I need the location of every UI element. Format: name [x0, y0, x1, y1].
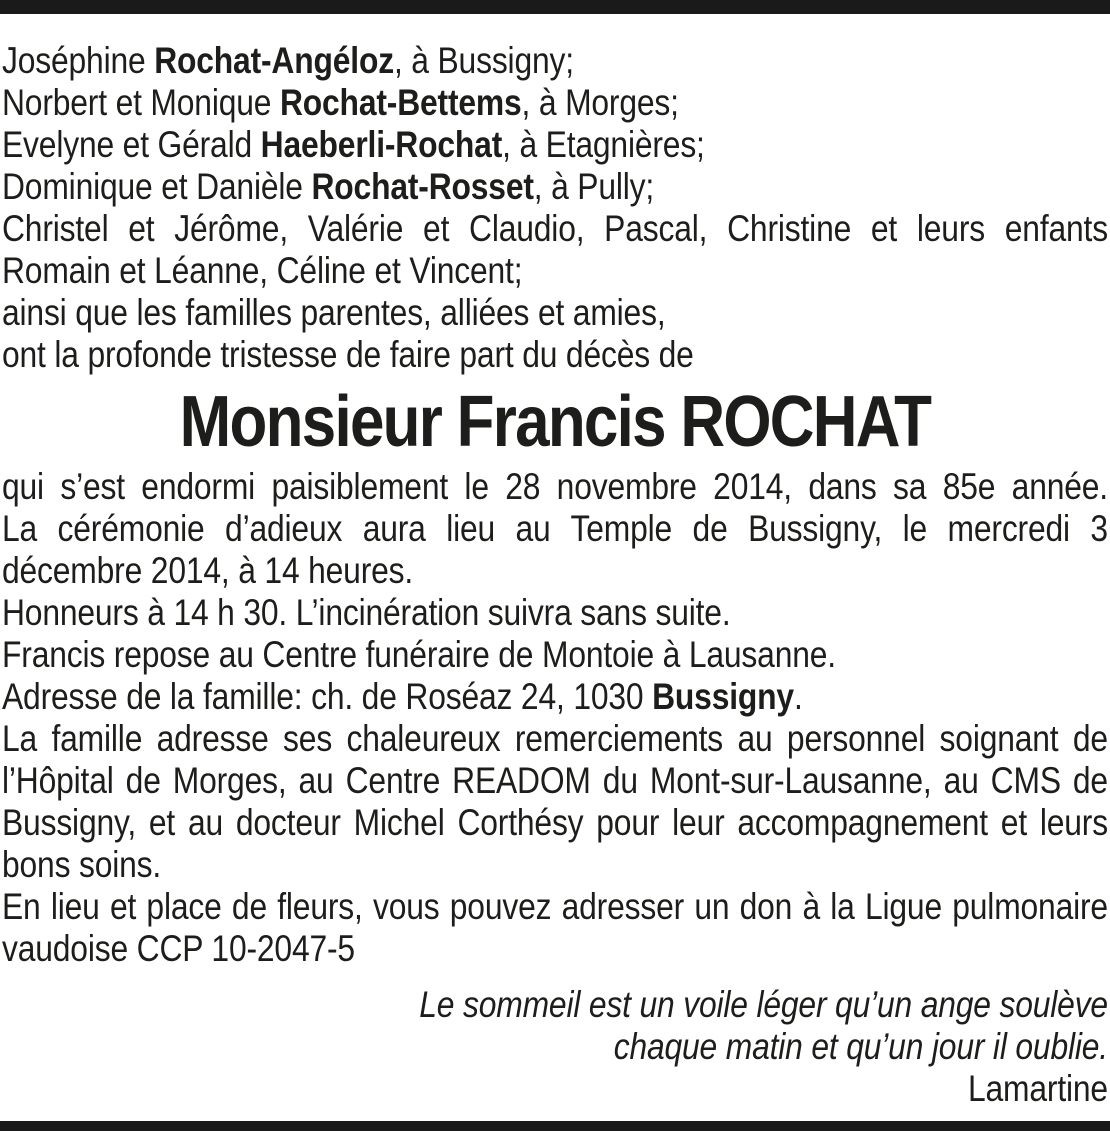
family-name-bold: Rochat-Angéloz: [154, 40, 394, 81]
family-line-6: [2, 292, 1108, 334]
memorial-quote: [2, 984, 1108, 1110]
notice-paragraph-1: [2, 466, 1108, 508]
family-line-text: Christel et Jérôme, Valérie et Claudio, Pascal, Christine et leurs enfants Romain et Léanne, Céline et Vincent;: [2, 208, 1108, 291]
family-line-text: Dominique et Danièle: [2, 166, 312, 207]
notice-text: .: [793, 676, 803, 717]
notice-text: Honneurs à 14 h 30. L’incinération suivra sans suite.: [2, 592, 731, 633]
top-rule: [0, 0, 1110, 14]
notice-paragraph-3: [2, 592, 1108, 634]
notice-text: Francis repose au Centre funéraire de Montoie à Lausanne.: [2, 634, 836, 675]
quote-line-2: chaque matin et qu’un jour il oublie.: [613, 1026, 1108, 1067]
quote-attribution: Lamartine: [968, 1068, 1108, 1109]
family-line-1: [2, 40, 1108, 82]
notice-paragraph-7: [2, 886, 1108, 970]
family-name-bold: Rochat-Rosset: [311, 166, 534, 207]
notice-paragraph-6: [2, 718, 1108, 886]
family-line-text: , à Morges;: [521, 82, 679, 123]
family-line-4: [2, 166, 1108, 208]
family-line-text: , à Etagnières;: [502, 124, 705, 165]
notice-text: qui s’est endormi paisiblement le 28 novembre 2014, dans sa 85e année.: [2, 466, 1108, 507]
bottom-rule: [0, 1121, 1110, 1131]
notice-paragraph-2: [2, 508, 1108, 592]
family-line-7: [2, 334, 1108, 376]
family-line-text: ainsi que les familles parentes, alliées et amies,: [2, 292, 666, 333]
family-line-text: , à Bussigny;: [393, 40, 574, 81]
family-name-bold: Rochat-Bettems: [279, 82, 522, 123]
notice-text: En lieu et place de fleurs, vous pouvez adresser un don à la Ligue pulmonaire vaudoise CCP 10-2047-5: [2, 886, 1108, 969]
notice-paragraph-4: [2, 634, 1108, 676]
notice-text: La famille adresse ses chaleureux remerciements au personnel soignant de l’Hôpital de Morges, au Centre READOM du Mont-sur-Lausanne, au CMS de Bussigny, et au docteur Michel Corthésy pour leur accompagnement et leurs bons soins.: [2, 718, 1108, 885]
family-line-2: [2, 82, 1108, 124]
notice-content: [2, 40, 1108, 1110]
family-line-text: Joséphine: [2, 40, 155, 81]
family-line-text: Norbert et Monique: [2, 82, 280, 123]
notice-text: La cérémonie d’adieux aura lieu au Temple de Bussigny, le mercredi 3 décembre 2014, à 14 heures.: [2, 508, 1108, 591]
quote-line-1: Le sommeil est un voile léger qu’un ange soulève: [419, 984, 1108, 1025]
deceased-name-title: Monsieur Francis ROCHAT: [179, 382, 931, 462]
family-line-text: , à Pully;: [533, 166, 655, 207]
family-line-5: [2, 208, 1108, 292]
family-name-bold: Haeberli-Rochat: [260, 124, 503, 165]
family-line-text: Evelyne et Gérald: [2, 124, 261, 165]
family-line-3: [2, 124, 1108, 166]
notice-text: Adresse de la famille: ch. de Roséaz 24, 1030: [2, 676, 653, 717]
notice-text-bold: Bussigny: [652, 676, 794, 717]
notice-paragraph-5: [2, 676, 1108, 718]
family-line-text: ont la profonde tristesse de faire part du décès de: [2, 334, 694, 375]
